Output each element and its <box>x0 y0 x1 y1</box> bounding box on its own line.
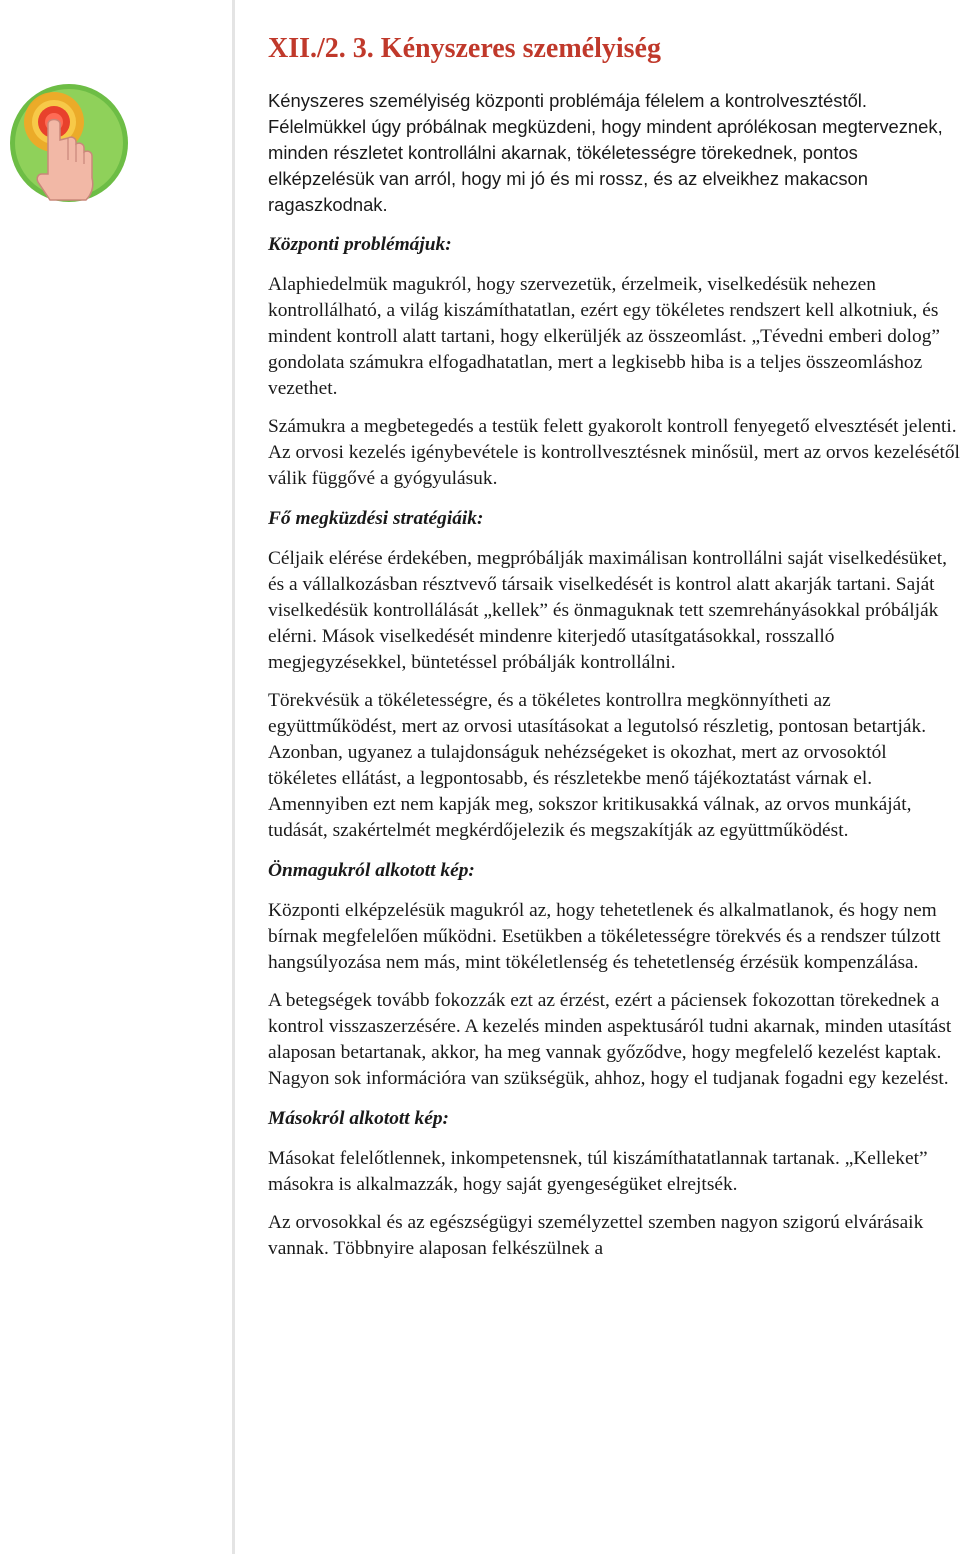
document-body <box>268 0 960 1262</box>
intro-paragraph: Kényszeres személyiség központi problémája félelem a kontrolvesztéstől. Félelmükkel úgy próbálnak megküzdeni, hogy mindent aprólékosan megterveznek, minden részletet kontrollálni akarnak, tökéletességre törekednek, pontos elképzelésük van arról, hogy mi jó és mi rossz, és az elveikhez makacson ragaszkodnak. <box>268 90 943 215</box>
others-image-heading: Másokról alkotott kép: <box>268 1108 449 1129</box>
self-image-paragraph-2: A betegségek tovább fokozzák ezt az érzést, ezért a páciensek fokozottan törekednek a kontrol visszaszerzésére. A kezelés minden aspektusáról tudni akarnak, minden utasítást alaposan betartanak, akkor, ha meg vannak győződve, hogy megfelelő kezelést kaptak. Nagyon sok információra van szükségük, ahhoz, hogy el tudjanak fogadni egy kezelést. <box>268 990 952 1089</box>
central-problems-paragraph-1: Alaphiedelmük magukról, hogy szervezetük, érzelmeik, viselkedésük nehezen kontrollálható, a világ kiszámíthatatlan, ezért egy tökéletes rendszert kell alkotniuk, és mindent kontroll alatt tartani, hogy elkerüljék az összeomlást. „Tévedni emberi dolog” gondolata számukra elfogadhatatlan, mert a legkisebb hiba is a teljes összeomláshoz vezethet. <box>268 274 940 399</box>
central-problems-paragraph-2: Számukra a megbetegedés a testük felett gyakorolt kontroll fenyegető elvesztését jelenti. Az orvosi kezelés igénybevétele is kontrollvesztésnek minősül, mert az orvos kezelésétől válik függővé a gyógyulásuk. <box>268 416 960 489</box>
hand-pressing-button-icon <box>8 82 130 204</box>
coping-strategies-paragraph-1: Céljaik elérése érdekében, megpróbálják maximálisan kontrollálni saját viselkedésüket, és a vállalkozásban résztvevő társaik viselkedését is kontrol alatt akarják tartani. Saját viselkedésük kontrollálását „kellek” és önmaguknak tett szemrehányásokkal próbálják elérni. Mások viselkedését mindenre kiterjedő utasítgatásokkal, rosszalló megjegyzésekkel, büntetéssel próbálják kontrollálni. <box>268 548 947 673</box>
self-image-heading: Önmagukról alkotott kép: <box>268 860 475 881</box>
coping-strategies-paragraph-2: Törekvésük a tökéletességre, és a tökéletes kontrollra megkönnyítheti az együttműködést, mert az orvosi utasításokat a legutolsó részletig, pontosan betartják. Azonban, ugyanez a tulajdonságuk nehézségeket is okozhat, mert az orvosoktól tökéletes ellátást, a legpontosabb, és részletekbe menő tájékoztatást várnak el. Amennyiben ezt nem kapják meg, sokszor kritikusakká válnak, az orvos munkáját, tudását, szakértelmét megkérdőjelezik és megszakítják az együttműködést. <box>268 690 927 841</box>
central-problems-heading: Központi problémájuk: <box>268 234 452 255</box>
coping-strategies-heading: Fő megküzdési stratégiáik: <box>268 508 484 529</box>
sidebar-divider <box>232 0 235 1554</box>
self-image-paragraph-1: Központi elképzelésük magukról az, hogy tehetetlenek és alkalmatlanok, és hogy nem bírnak megfelelően működni. Esetükben a tökéletességre törekvés és a rendszer túlzott hangsúlyozása nem más, mint tökéletlenség és tehetetlenség érzésük kompenzálása. <box>268 900 941 973</box>
others-image-paragraph-2: Az orvosokkal és az egészségügyi személyzettel szemben nagyon szigorú elvárásaik vannak. Többnyire alaposan felkészülnek a <box>268 1212 924 1259</box>
page-title: XII./2. 3. Kényszeres személyiség <box>268 33 661 64</box>
others-image-paragraph-1: Másokat felelőtlennek, inkompetensnek, túl kiszámíthatatlannak tartanak. „Kelleket” másokra is alkalmazzák, hogy saját gyengeségüket elrejtsék. <box>268 1148 928 1195</box>
